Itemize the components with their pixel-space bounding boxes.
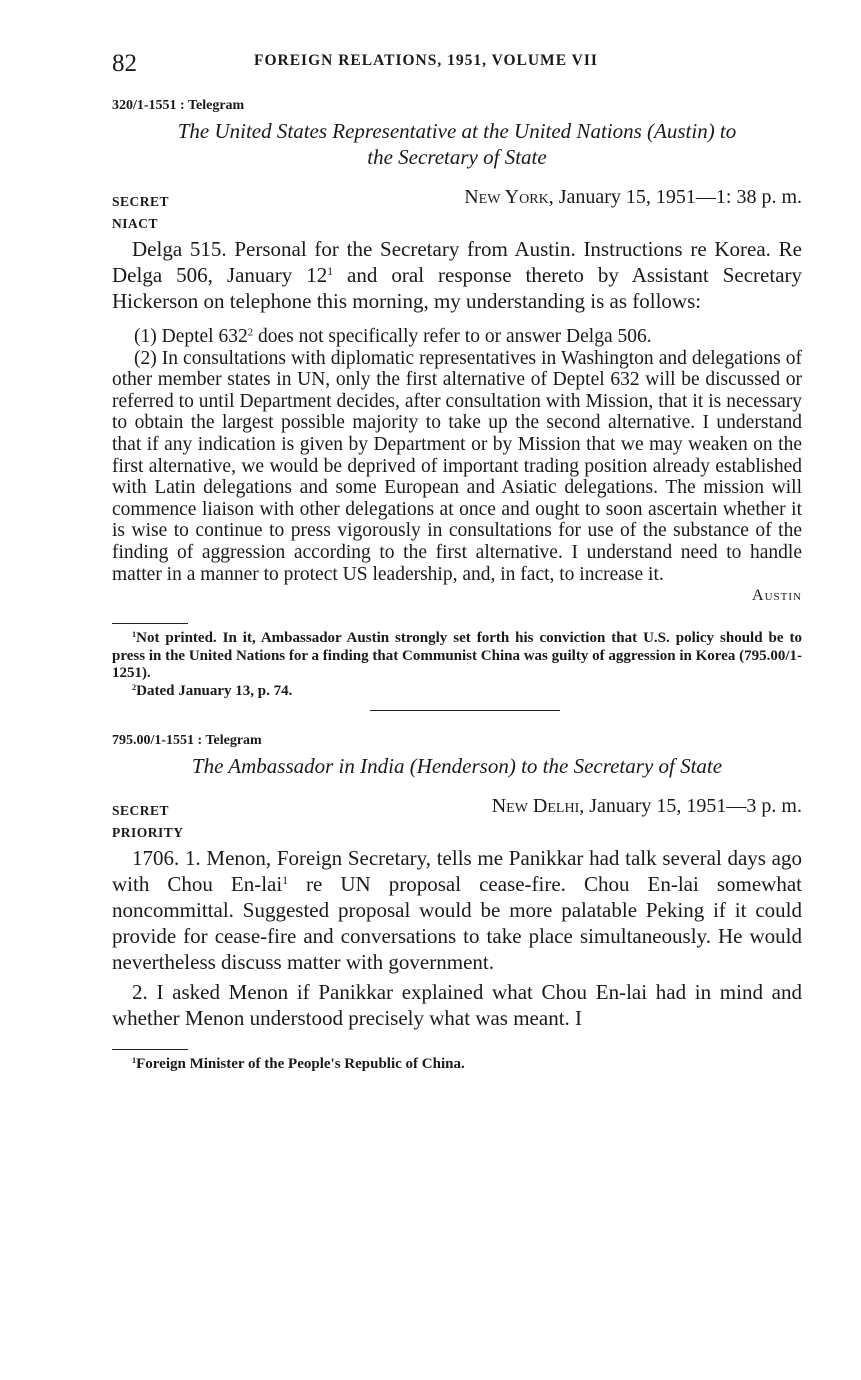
footnote-1-text: Foreign Minister of the People's Republic of China. [136, 1056, 465, 1073]
footnote-2-text: Dated January 13, p. 74. [136, 682, 293, 699]
page-number: 82 [112, 50, 137, 77]
document-title-line-1: The United States Representative at the United Nations (Austin) to [177, 119, 737, 143]
footnote-number: 2 [132, 682, 137, 692]
footnote-divider [112, 623, 188, 624]
dateline [464, 186, 802, 209]
document-2 [112, 733, 802, 1074]
footnote-1-text: Not printed. In it, Ambassador Austin strongly set forth his conviction that U.S. policy should be to press in the United Nations for a finding that Communist China was guilty of aggression in Korea (795.00/1-1251). [112, 630, 802, 682]
running-head [112, 48, 802, 82]
item-1-text-a: (1) Deptel 632 [134, 326, 248, 347]
item-1-text-b: does not specifically refer to or answer Delga 506. [253, 326, 652, 347]
classification: SECRET [112, 194, 170, 209]
dateline-date: , January 15, 1951—1: 38 p. m. [548, 186, 802, 208]
footnotes [112, 630, 802, 700]
signature: Austin [752, 587, 802, 605]
classification: SECRET [112, 803, 170, 819]
footnotes [112, 1056, 802, 1074]
intro-paragraph [112, 236, 802, 314]
document-page [112, 48, 802, 1074]
file-reference: 795.00/1-1551 : Telegram [112, 733, 262, 749]
running-title: FOREIGN RELATIONS, 1951, VOLUME VII [254, 52, 598, 69]
paragraph-1-text-b: re UN proposal cease-fire. Chou En-lai somewhat noncommittal. Suggested proposal would be more palatable Peking if it could provide for cease-fire and conversations to take place simultaneously. He would nevertheless discuss matter with government. [112, 872, 802, 975]
footnote-ref: 2 [247, 326, 254, 339]
dateline-row [112, 795, 802, 823]
precedence: PRIORITY [112, 825, 184, 841]
dateline-place: New Delhi [491, 795, 580, 818]
footnote-divider [112, 1049, 188, 1050]
intro-text-b: and oral response thereto by Assistant Secretary Hickerson on telephone this morning, my understanding is as follows: [112, 263, 803, 313]
footnote-ref: 1 [282, 875, 288, 888]
item-1-paragraph [112, 326, 802, 348]
document-title: The Ambassador in India (Henderson) to the Secretary of State [191, 754, 723, 779]
file-reference: 320/1-1551 : Telegram [112, 98, 245, 113]
footnote-number: 1 [132, 1056, 137, 1066]
dateline-place: New York [464, 186, 549, 208]
dateline-row [112, 186, 802, 214]
item-2-paragraph: (2) In consultations with diplomatic representatives in Washington and delegations of other member states in UN, only the first alternative of Deptel 632 will be discussed or referred to until Department decides, after consultation with Mission, that it is necessary to obtain the largest possible majority to take up the second alternative. I understand that if any indication is given by Department or by Mission that we may weaken on the first alternative, we would be deprived of important trading position already established with Latin delegations and some European and Asiatic delegations. The mission will commence liaison with other delegations at once and ought to soon ascertain whether it is wise to continue to press vigorously in consultations for use of the substance of the finding of aggression according to the first alternative. I understand need to handle matter in a manner to protect US leadership, and, in fact, to increase it. [112, 347, 802, 585]
footnote-2 [112, 683, 802, 701]
section-divider [370, 710, 560, 711]
document-title-line-2: the Secretary of State [367, 145, 547, 169]
footnote-1 [112, 1056, 802, 1074]
dateline [492, 795, 802, 818]
footnote-number: 1 [132, 630, 137, 640]
paragraph-1 [112, 845, 802, 975]
document-title [112, 118, 802, 170]
footnote-1 [112, 630, 802, 683]
paragraph-2: 2. I asked Menon if Panikkar explained what Chou En-lai had in mind and whether Menon understood precisely what was meant. I [112, 980, 802, 1031]
dateline-date: , January 15, 1951—3 p. m. [579, 795, 802, 818]
footnote-ref: 1 [327, 266, 334, 279]
precedence: NIACT [112, 216, 159, 231]
document-1 [112, 98, 802, 700]
paragraph-1-text-a: 1706. 1. Menon, Foreign Secretary, tells me Panikkar had talk several days ago with Chou En-lai [112, 846, 802, 897]
intro-text-a: Delga 515. Personal for the Secretary from Austin. Instructions re Korea. Re Delga 506, January 12 [112, 237, 802, 287]
